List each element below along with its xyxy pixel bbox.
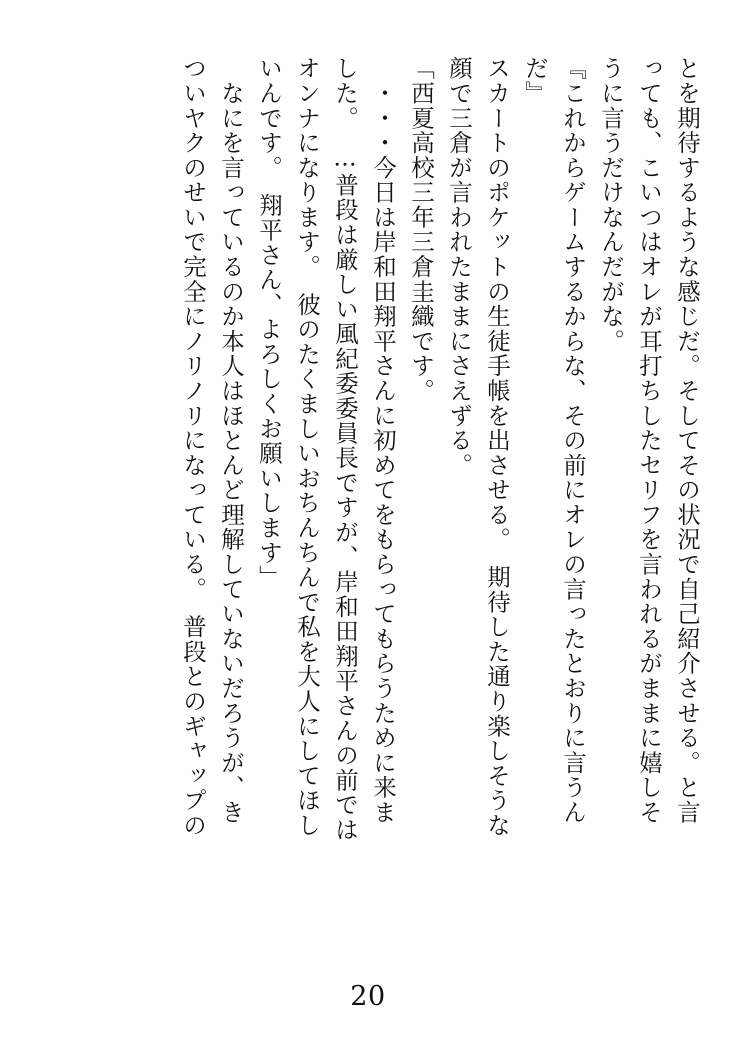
page-number: 20: [350, 981, 386, 1012]
text-column: 「西夏高校三年三倉圭織です。: [407, 56, 435, 404]
text-column: だ』: [521, 56, 549, 106]
vertical-text-body: [38, 56, 701, 966]
text-column: 『これからゲームするからな、その前にオレの言ったとおりに言うん: [559, 56, 587, 825]
text-column: っても、こいつはオレが耳打ちしたセリフを言われるがままに嬉しそ: [635, 56, 663, 825]
text-column: ・・・今日は岸和田翔平さんに初めてをもらってもらうために来ま: [369, 56, 397, 825]
text-column: とを期待するような感じだ。そしてその状況で自己紹介させる。と言: [673, 56, 701, 825]
text-column: ついヤクのせいで完全にノリノリになっている。 普段とのギャップの: [179, 56, 207, 838]
text-column: スカートのポケットの生徒手帳を出させる。 期待した通り楽しそうな: [483, 56, 511, 838]
text-column: いんです。 翔平さん、よろしくお願いします」: [255, 56, 283, 590]
text-column: うに言うだけなんだがな。: [597, 56, 625, 354]
text-column: した。 …普段は厳しい風紀委委員長ですが、岸和田翔平さんの前では: [331, 56, 359, 843]
text-column: なにを言っているのか本人はほとんど理解していないだろうが、き: [217, 56, 245, 825]
text-column: 顔で三倉が言われたままにさえずる。: [445, 56, 473, 478]
text-column: オンナになります。 彼のたくましいおちんちんで私を大人にしてほし: [293, 56, 321, 838]
